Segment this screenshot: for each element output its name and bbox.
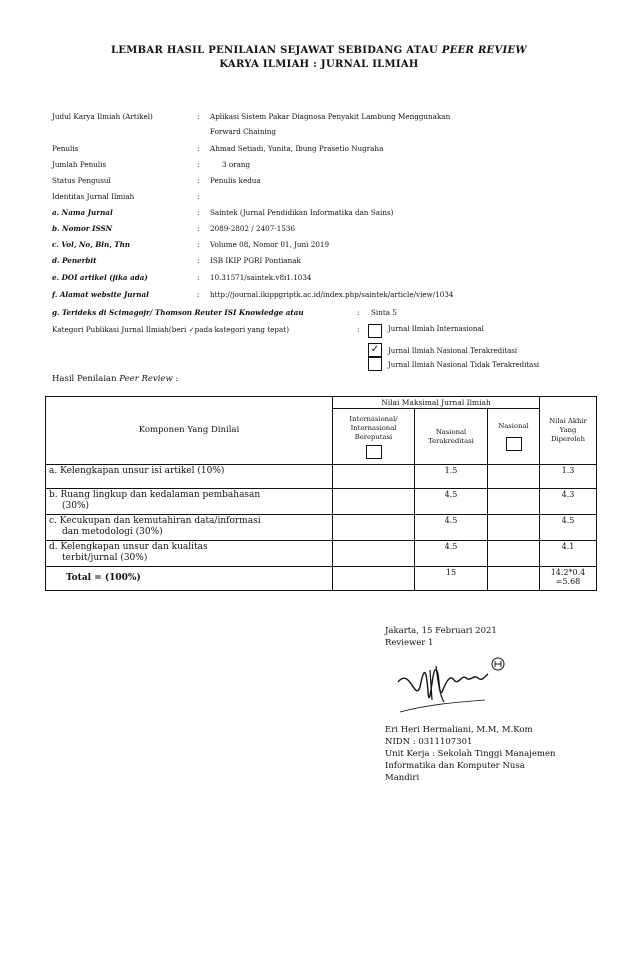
reviewer-unit: Unit Kerja : Sekolah Tinggi Manajemen [385, 749, 556, 759]
info-label: Status Pengusul [52, 176, 111, 185]
reviewer-unit-cont: Mandiri [385, 773, 420, 783]
page-title: LEMBAR HASIL PENILAIAN SEJAWAT SEBIDANG ATAU PEER REVIEW [111, 45, 527, 56]
info-label: Identitas Jurnal Ilmiah [52, 192, 135, 201]
kategori-option-label: Jurnal Ilmiah Internasional [388, 325, 484, 333]
header-komponen: Komponen Yang Dinilai [46, 397, 333, 465]
reviewer-nidn: NIDN : 0311107301 [385, 737, 473, 747]
indexed-value: Sinta 5 [371, 308, 397, 317]
place-date: Jakarta, 15 Februari 2021 [385, 626, 497, 636]
info-value: Ahmad Setiadi, Yunita, Ibung Prasetio Nugraha [210, 144, 384, 153]
hasil-label: Hasil Penilaian Peer Review : [52, 374, 179, 384]
table-row-total: Total = (100%) 15 14.2*0.4 =5.68 [46, 567, 597, 591]
info-label: e. DOI artikel (jika ada) [52, 273, 148, 282]
reviewer-role: Reviewer 1 [385, 638, 434, 648]
info-value: 3 orang [222, 160, 251, 169]
info-label: a. Nama Jurnal [52, 208, 113, 217]
info-label: c. Vol, No, Bln, Thn [52, 240, 131, 249]
signature-image [390, 652, 520, 717]
info-label: b. Nomor ISSN [52, 224, 113, 233]
info-value: 2089-2802 / 2407-1536 [210, 224, 296, 233]
info-label: f. Alamat website Jurnal [52, 290, 149, 299]
info-value: 10.31571/saintek.v8i1.1034 [210, 273, 312, 282]
info-value: http://journal.ikippgriptk.ac.id/index.php/saintek/article/view/1034 [210, 290, 454, 299]
kategori-checkbox-nasional-tidak-terakreditasi[interactable] [368, 357, 382, 371]
nasional-checkbox[interactable] [506, 437, 522, 451]
internasional-checkbox[interactable] [366, 445, 382, 459]
info-value: Volume 08, Nomor 01, Juni 2019 [210, 240, 330, 249]
info-value: Saintek (Jurnal Pendidikan Informatika dan Sains) [210, 208, 394, 217]
info-label: d. Penerbit [52, 256, 97, 265]
table-row: d. Kelengkapan unsur dan kualitas terbit/jurnal (30%) 4.5 4.1 [46, 541, 597, 567]
table-row: c. Kecukupan dan kemutahiran data/informasi dan metodologi (30%) 4.5 4.5 [46, 515, 597, 541]
penilaian-table [45, 396, 597, 591]
table-row: a. Kelengkapan unsur isi artikel (10%) 1.5 1.3 [46, 465, 597, 489]
info-label: Judul Karya Ilmiah (Artikel) [52, 112, 153, 121]
header-nilai-maks: Nilai Maksimal Jurnal Ilmiah [333, 397, 540, 409]
header-nilai-akhir: Nilai Akhir Yang Diperoleh [540, 397, 597, 465]
page-subtitle: KARYA ILMIAH : JURNAL ILMIAH [219, 59, 419, 70]
kategori-checkbox-nasional-terakreditasi[interactable]: ✓ [368, 343, 382, 357]
kategori-label: Kategori Publikasi Jurnal Ilmiah(beri ✓pada kategori yang tepat) [52, 325, 289, 334]
info-value: Aplikasi Sistem Pakar Diagnosa Penyakit Lambung Menggunakan [210, 112, 451, 121]
kategori-option-label: Jurnal Ilmiah Nasional Terakreditasi [388, 347, 518, 355]
reviewer-unit-cont: Informatika dan Komputer Nusa [385, 761, 525, 771]
kategori-option-label: Jurnal Ilmiah Nasional Tidak Terakreditasi [388, 361, 540, 369]
indexed-label: g. Terideks di Scimagojr/ Thomson Reuter ISI Knowledge atau [52, 308, 304, 317]
header-nasional: Nasional [488, 409, 540, 465]
kategori-checkbox-internasional[interactable] [368, 324, 382, 338]
info-value: ISB IKIP PGRI Pontianak [210, 256, 301, 265]
table-row: b. Ruang lingkup dan kedalaman pembahasan (30%) 4.5 4.3 [46, 489, 597, 515]
reviewer-name: Eri Heri Hermaliani, M.M, M.Kom [385, 725, 533, 735]
info-value: Penulis kedua [210, 176, 261, 185]
info-label: Penulis [52, 144, 79, 153]
info-value-cont: Forward Chaining [210, 127, 276, 136]
header-nasional-terakreditasi: Nasional Terakreditasi [415, 409, 488, 465]
header-internasional: Internasional/ Internasional Bereputasi [333, 409, 415, 465]
info-label: Jumlah Penulis [52, 160, 107, 169]
